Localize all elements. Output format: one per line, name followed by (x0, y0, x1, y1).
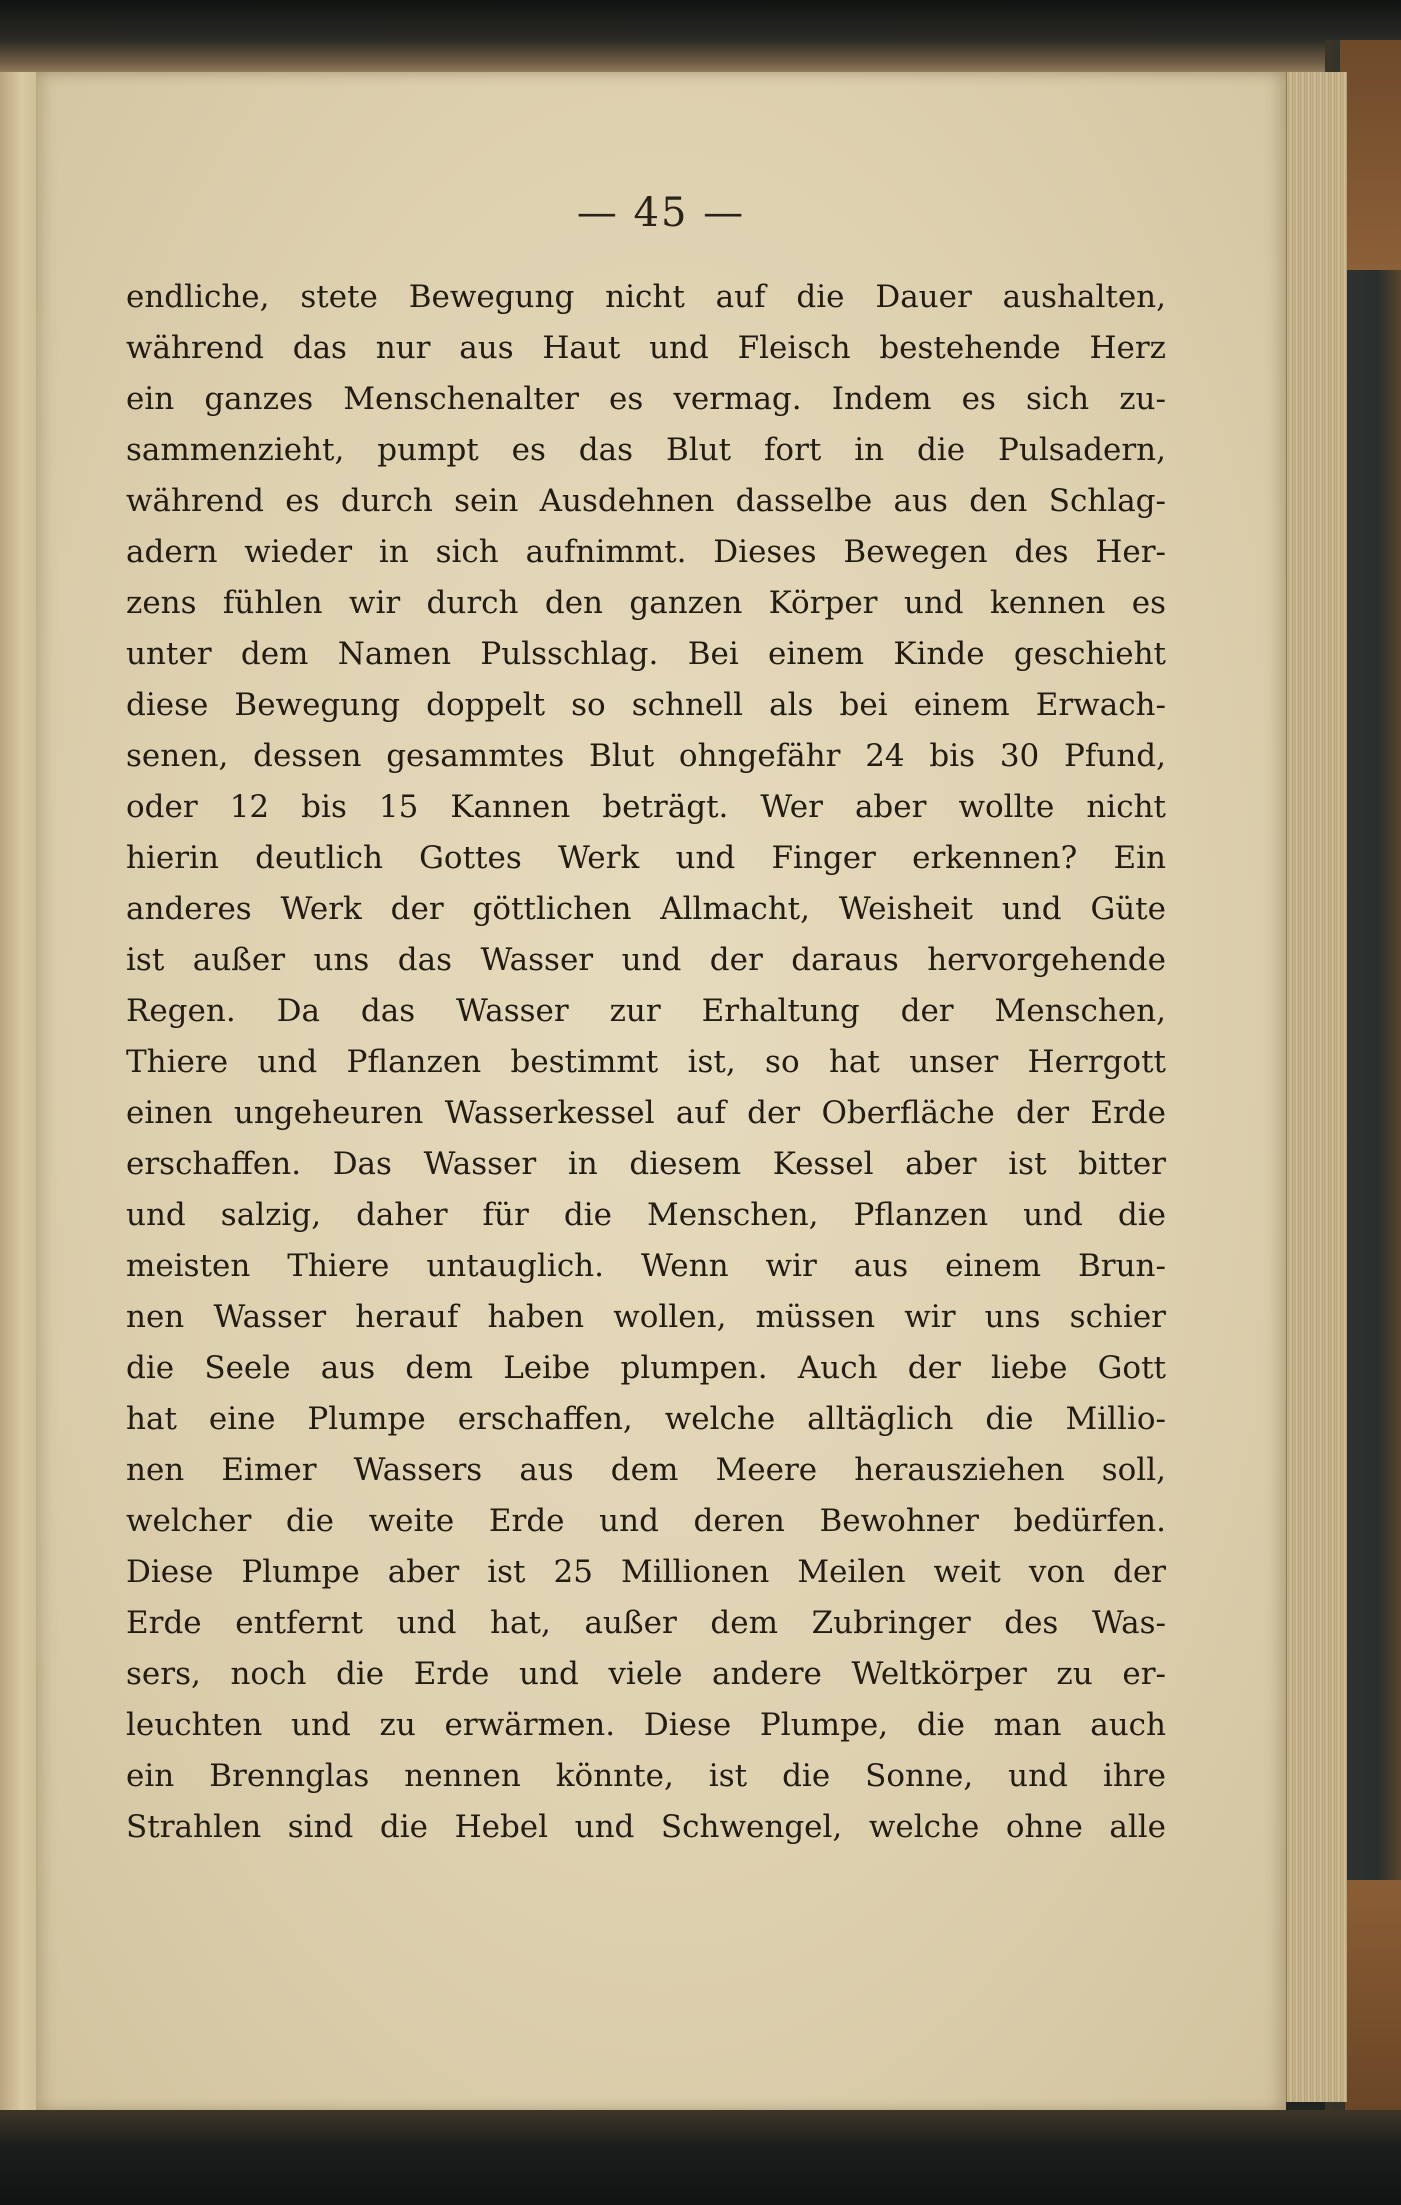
text-line: hierin deutlich Gottes Werk und Finger erkennen? Ein (126, 840, 1166, 876)
text-line: Regen. Da das Wasser zur Erhaltung der Menschen, (126, 993, 1166, 1029)
text-line: erschaffen. Das Wasser in diesem Kessel aber ist bitter (126, 1146, 1166, 1182)
page-stack-edge (1285, 72, 1347, 2102)
book-bottom-edge (0, 2110, 1401, 2205)
page-number: — 45 — (576, 190, 746, 236)
text-line: anderes Werk der göttlichen Allmacht, Weisheit und Güte (126, 891, 1166, 927)
text-line: Thiere und Pflanzen bestimmt ist, so hat unser Herrgott (126, 1044, 1166, 1080)
text-line: welcher die weite Erde und deren Bewohner bedürfen. (126, 1503, 1166, 1539)
text-line: meisten Thiere untauglich. Wenn wir aus einem Brun- (126, 1248, 1166, 1284)
text-line: während es durch sein Ausdehnen dasselbe aus den Schlag- (126, 483, 1166, 519)
text-line: ein ganzes Menschenalter es vermag. Indem es sich zu- (126, 381, 1166, 417)
cover-corner-top (1340, 40, 1401, 270)
text-line: endliche, stete Bewegung nicht auf die Dauer aushalten, (126, 279, 1166, 315)
text-line: sammenzieht, pumpt es das Blut fort in die Pulsadern, (126, 432, 1166, 468)
text-line: nen Wasser herauf haben wollen, müssen wir uns schier (126, 1299, 1166, 1335)
text-line: Erde entfernt und hat, außer dem Zubringer des Was- (126, 1605, 1166, 1641)
cover-corner-bottom (1345, 1880, 1401, 2110)
text-line: hat eine Plumpe erschaffen, welche alltäglich die Millio- (126, 1401, 1166, 1437)
text-line: ein Brennglas nennen könnte, ist die Sonne, und ihre (126, 1758, 1166, 1794)
text-line: nen Eimer Wassers aus dem Meere herausziehen soll, (126, 1452, 1166, 1488)
text-line: adern wieder in sich aufnimmt. Dieses Bewegen des Her- (126, 534, 1166, 570)
text-line: sers, noch die Erde und viele andere Weltkörper zu er- (126, 1656, 1166, 1692)
text-line: Diese Plumpe aber ist 25 Millionen Meilen weit von der (126, 1554, 1166, 1590)
text-line: zens fühlen wir durch den ganzen Körper und kennen es (126, 585, 1166, 621)
text-line: leuchten und zu erwärmen. Diese Plumpe, die man auch (126, 1707, 1166, 1743)
text-line: und salzig, daher für die Menschen, Pflanzen und die (126, 1197, 1166, 1233)
text-line: unter dem Namen Pulsschlag. Bei einem Kinde geschieht (126, 636, 1166, 672)
previous-page-edge (0, 72, 36, 2112)
text-line: ist außer uns das Wasser und der daraus hervorgehende (126, 942, 1166, 978)
book-top-edge (0, 0, 1401, 72)
text-line: während das nur aus Haut und Fleisch bestehende Herz (126, 330, 1166, 366)
text-line: einen ungeheuren Wasserkessel auf der Oberfläche der Erde (126, 1095, 1166, 1131)
text-line: oder 12 bis 15 Kannen beträgt. Wer aber wollte nicht (126, 789, 1166, 825)
page-text (126, 272, 1166, 1853)
text-line: die Seele aus dem Leibe plumpen. Auch der liebe Gott (126, 1350, 1166, 1386)
text-line: senen, dessen gesammtes Blut ohngefähr 24 bis 30 Pfund, (126, 738, 1166, 774)
book-page (36, 72, 1286, 2112)
text-line: Strahlen sind die Hebel und Schwengel, welche ohne alle (126, 1809, 1166, 1845)
text-line: diese Bewegung doppelt so schnell als bei einem Erwach- (126, 687, 1166, 723)
